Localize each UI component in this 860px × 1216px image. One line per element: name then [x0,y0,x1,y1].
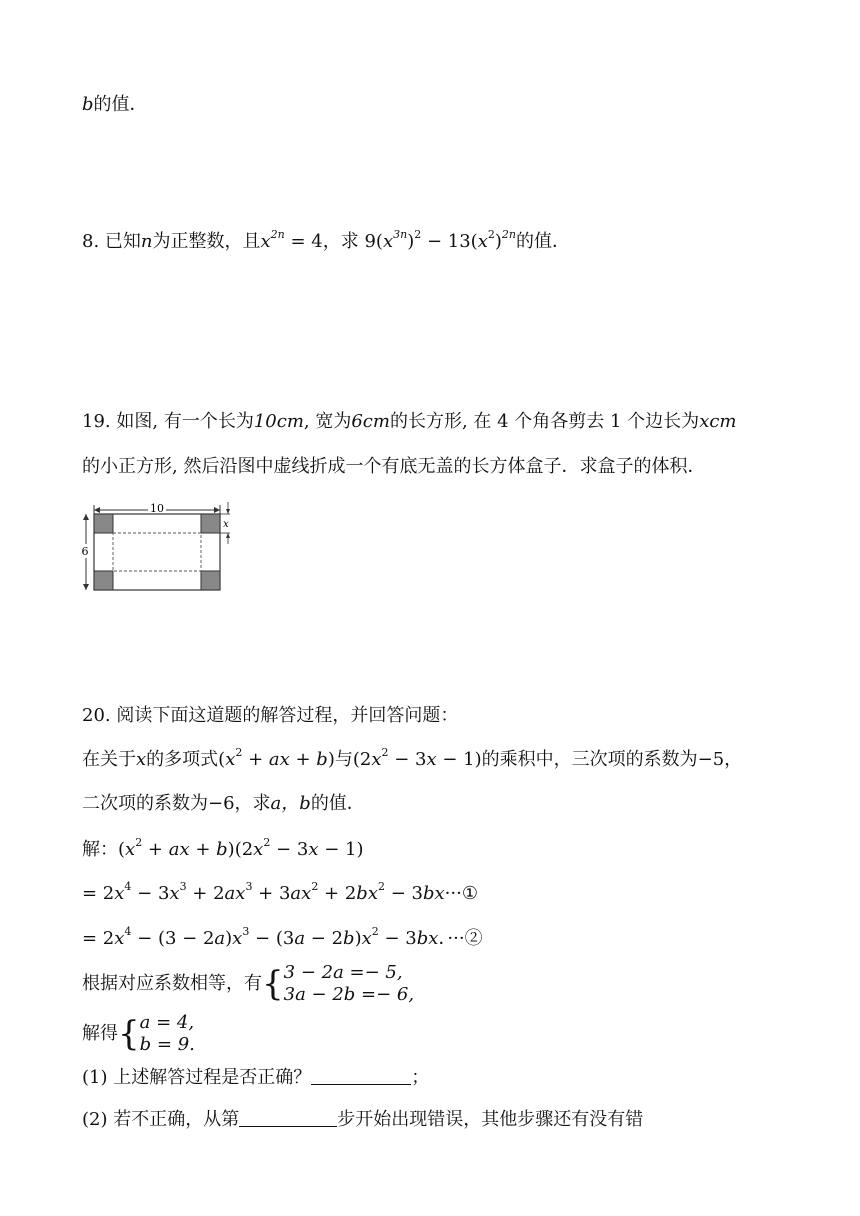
math-part: − 13( [421,231,478,252]
var-b: b [82,94,94,115]
problem-8: 8. 已知n为正整数，且$x^{2n} = 4$，求 $9(x^{3n})^2 - 13(x^2)^{2n}$的值． [82,228,570,252]
problem-20-line-a [82,748,742,772]
result-values [140,1012,195,1056]
question-1-text: (1) 上述解答过程是否正确？ [82,1067,312,1088]
text: 的乘积中，三次项的系数为−5， [481,749,743,770]
prev-problem-fragment [82,93,148,117]
problem-19-text: 的小正方形, 然后沿图中虚线折成一个有底无盖的长方体盒子．求盒子的体积． [82,456,706,477]
width-value: 6cm [351,411,390,432]
equation-1: 3 − 2a =− 5, [283,962,403,983]
coef-system [82,962,414,1006]
problem-19-line-1 [82,410,737,434]
corner-square [94,514,113,533]
brace: { [118,1014,140,1054]
math-x2n: $x^{2n}$ [260,228,285,252]
problem-19-text: 的长方形, 在 4 个角各剪去 1 个边长为 [389,411,700,432]
length-value: 10cm [253,411,304,432]
question-2-text: 步开始出现错误，其他步骤还有没有错 [337,1109,644,1130]
width-label: 10 [150,502,164,515]
var-x: x [136,749,147,770]
equation-2: 3a − 2b =− 6, [283,984,415,1005]
problem-20-number: 20. [82,705,111,726]
poly-1: ($x^2$ + ax + b) [218,746,335,770]
step-marker-2: ．···② [438,928,483,949]
math-part: 9( [364,231,383,252]
problem-8-number: 8. [82,231,100,252]
text: 的多项式 [146,749,219,770]
result-b: b = 9. [139,1034,195,1055]
poly-2: $(2x^2 - 3x - 1)$ [352,746,482,770]
coef-label: 根据对应系数相等，有 [82,973,262,994]
question-2 [82,1108,643,1132]
result-label: 解得 [82,1023,118,1044]
fold-lines [113,533,201,571]
solution-line-3: = $2x^4 - (3 - 2a)x^3 - (3a - 2b)x^2 - 3bx$．···② [82,925,483,949]
problem-8-end: 的值． [515,231,570,252]
problem-19-text: 如图, 有一个长为 [116,411,254,432]
corner-square [201,571,220,590]
text: 在关于 [82,749,136,770]
question-1 [82,1066,429,1090]
box-net-figure [80,496,240,592]
text: 的值． [310,793,365,814]
problem-8-text: 为正整数，且 [152,231,261,252]
result-system [82,1012,195,1056]
text: 与 [334,749,353,770]
answer-blank-1[interactable] [311,1066,411,1085]
solution-line-1: 解：($x^2$ + ax + $b)(2x^2 - 3x - 1)$ [82,836,364,860]
brace: { [262,964,284,1004]
question-2-text: (2) 若不正确，从第 [82,1109,240,1130]
problem-20-intro [82,704,458,728]
problem-20-line-b [82,792,365,816]
math-x3n: $x^{3n}$ [382,228,408,252]
problem-8-condition: = 4，求 [284,231,365,252]
problem-19-line-2 [82,455,705,479]
problem-19-text: , 宽为 [303,411,352,432]
vars-ab: a，b [270,793,311,814]
solution-label: 解： [82,839,118,860]
corner-square [94,571,113,590]
problem-8-text: 已知 [104,231,141,252]
corner-square [201,514,220,533]
step-marker-1: ···① [444,883,478,904]
text: 二次项的系数为−6，求 [82,793,271,814]
result-a: a = 4, [139,1012,195,1033]
fragment-text: 的值． [93,94,148,115]
solution-line-2: = $2x^4 - 3x^3 + 2ax^3 + 3ax^2 + 2bx^2$ − 3bx···① [82,880,478,904]
question-1-end: ； [411,1067,430,1088]
math-x2: $x^2$ [477,228,495,252]
corner-x-label: x [223,519,229,530]
equation-system [284,962,414,1006]
problem-19-number: 19. [82,411,111,432]
problem-20-intro-text: 阅读下面这道题的解答过程，并回答问题： [116,705,459,726]
side-value: xcm [699,411,737,432]
var-n: n [140,231,153,252]
height-label: 6 [81,545,89,558]
answer-blank-2[interactable] [239,1108,337,1127]
